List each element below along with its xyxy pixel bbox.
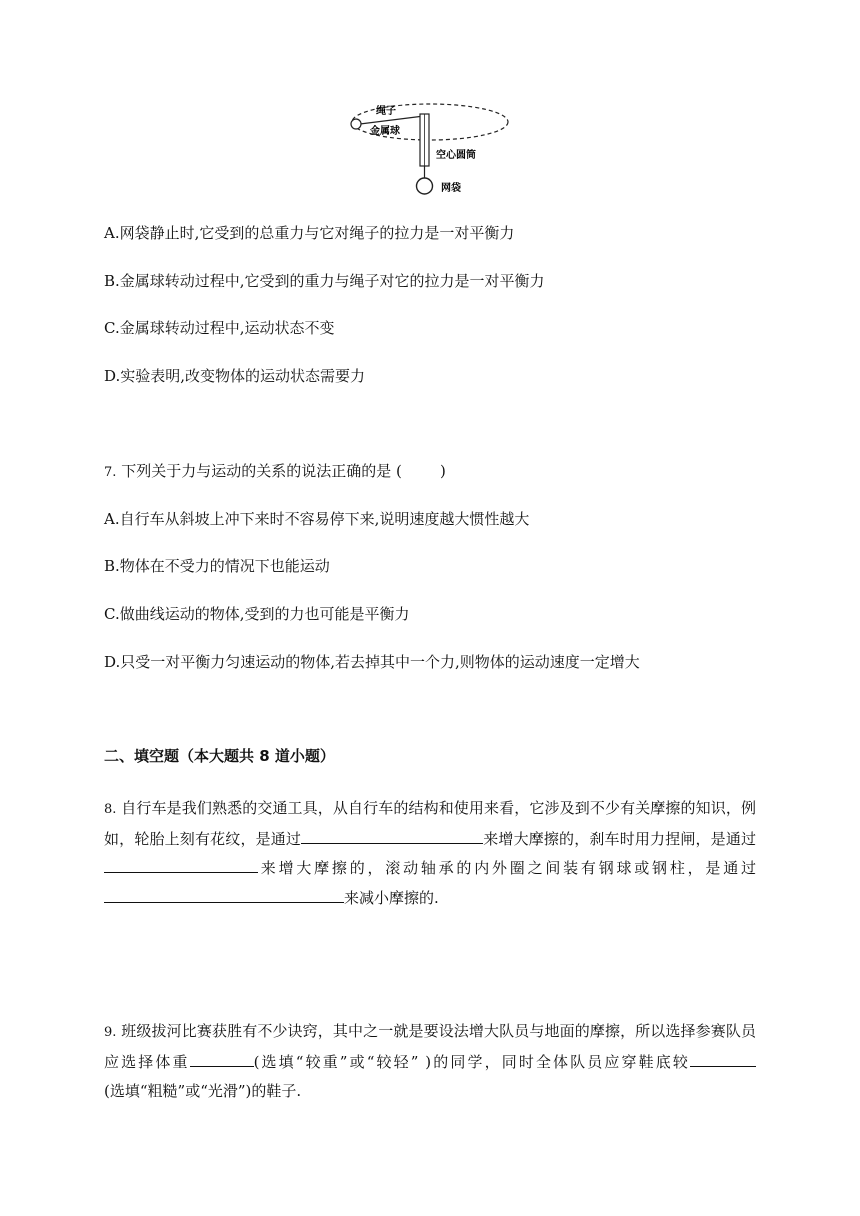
tube-label: 空心圆筒	[436, 150, 476, 161]
q7-number: 7.	[104, 465, 117, 480]
q9-blank-2[interactable]	[690, 1049, 756, 1067]
q6-option-b: B.金属球转动过程中,它受到的重力与绳子对它的拉力是一对平衡力	[104, 272, 545, 290]
ball-label: 金属球	[370, 126, 400, 137]
q7-option-c: C.做曲线运动的物体,受到的力也可能是平衡力	[104, 605, 410, 623]
q9-number: 9.	[104, 1025, 117, 1040]
q8-text-4: 来减小摩擦的.	[344, 888, 439, 907]
q7-stem: 下列关于力与运动的关系的说法正确的是	[121, 462, 392, 480]
q8-text-3: 来增大摩擦的，滚动轴承的内外圈之间装有钢球或钢柱，是通过	[258, 859, 756, 877]
q8-number: 8.	[104, 802, 117, 817]
q6-option-d: D.实验表明,改变物体的运动状态需要力	[104, 367, 366, 385]
q7-option-a: A.自行车从斜坡上冲下来时不容易停下来,说明速度越大惯性越大	[104, 510, 530, 528]
q7-option-d: D.只受一对平衡力匀速运动的物体,若去掉其中一个力,则物体的运动速度一定增大	[104, 653, 640, 671]
q8-paragraph	[104, 794, 756, 913]
rotation-experiment-figure	[340, 100, 520, 200]
rope-label: 绳子	[376, 106, 396, 117]
q8-blank-3[interactable]	[104, 885, 344, 903]
metal-ball	[351, 119, 361, 129]
q9-text-1: 班级拔河比赛获胜有不少诀窍，其中之一就是要设法增大队员与地面的摩擦，所以选择参赛队员应选择体重	[104, 1022, 756, 1071]
q6-option-c: C.金属球转动过程中,运动状态不变	[104, 319, 335, 337]
q8-blank-2[interactable]	[104, 855, 258, 873]
bag-label: 网袋	[441, 183, 461, 194]
q8-text-1: 自行车是我们熟悉的交通工具，从自行车的结构和使用来看，它涉及到不少有关摩擦的知识，例如，轮胎上刻有花纹，是通过	[104, 799, 756, 848]
q8-blank-1[interactable]	[301, 826, 483, 844]
q9-text-2: (选填“较重”或“较轻” )的同学，同时全体队员应穿鞋底较	[253, 1052, 690, 1071]
q6-option-a: A.网袋静止时,它受到的总重力与它对绳子的拉力是一对平衡力	[104, 224, 515, 242]
rope-line	[360, 116, 424, 124]
q9-text-3: (选填“粗糙”或“光滑”)的鞋子.	[104, 1082, 302, 1100]
q7-answer-bracket[interactable]: ( )	[395, 462, 446, 480]
q9-blank-1[interactable]	[190, 1049, 254, 1067]
q7-option-b: B.物体在不受力的情况下也能运动	[104, 557, 330, 575]
q7-stem-line	[104, 461, 446, 483]
q9-paragraph	[104, 1017, 756, 1107]
q8-text-2: 来增大摩擦的，刹车时用力捏闸，是通过	[483, 829, 756, 848]
section-heading-fill-blank: 二、填空题（本大题共 8 道小题）	[104, 747, 335, 765]
net-bag	[417, 178, 433, 194]
